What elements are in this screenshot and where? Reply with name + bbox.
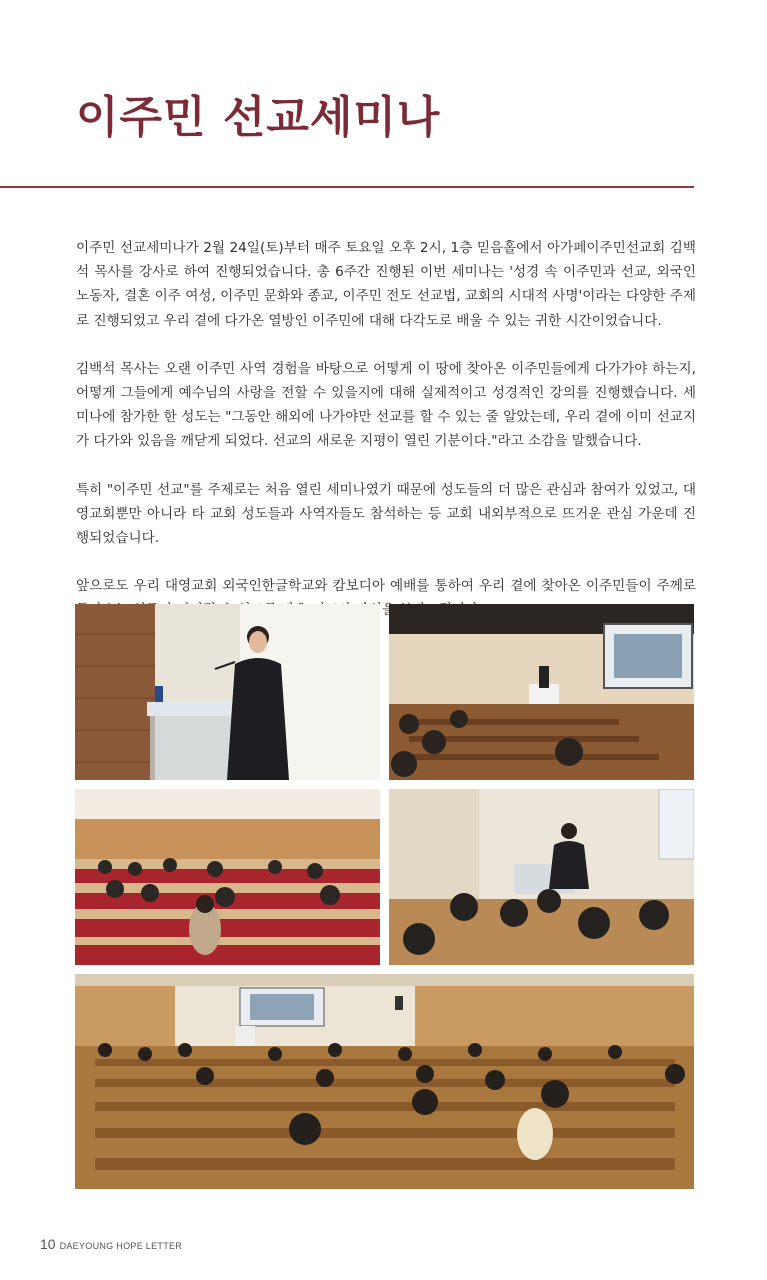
photo-speaker-lectern (75, 604, 380, 780)
photo-hall-wide (75, 974, 694, 1189)
title-divider (0, 186, 694, 188)
paragraph-1: 이주민 선교세미나가 2월 24일(토)부터 매주 토요일 오후 2시, 1층 믿음홀에서 아가페이주민선교회 김백석 목사를 강사로 하여 진행되었습니다. 총 6주간 진행된 이번 세미나는 '성경 속 이주민과 선교, 외국인 노동자, 결혼 이주 여성, 이주민 문화와 종교, 이주민 전도 선교법, 교회의 시대적 사명'이라는 다양한 주제로 진행되었고 우리 곁에 다가온 열방인 이주민에 대해 다각도로 배울 수 있는 귀한 시간이었습니다. (76, 240, 696, 329)
photo-speaker-audience (389, 789, 694, 965)
photo-sanctuary-screen (389, 604, 694, 780)
paragraph-2: 김백석 목사는 오랜 이주민 사역 경험을 바탕으로 어떻게 이 땅에 찾아온 이주민들에게 다가가야 하는지, 어떻게 그들에게 예수님의 사랑을 전할 수 있을지에 대해 실제적이고 성경적인 강의를 진행했습니다. 세미나에 참가한 한 성도는 "그동안 해외에 나가야만 선교를 할 수 있는 줄 알았는데, 우리 곁에 이미 선교지가 다가와 있음을 깨닫게 되었다. 선교의 새로운 지평이 열린 기분이다."라고 소감을 말했습니다. (76, 360, 696, 450)
article-body (76, 236, 696, 647)
publication-name: DAEYOUNG HOPE LETTER (59, 1241, 183, 1251)
paragraph-3: 특히 "이주민 선교"를 주제로는 처음 열린 세미나였기 때문에 성도들의 더 많은 관심과 참여가 있었고, 대영교회뿐만 아니라 타 교회 성도들과 사역자들도 참석하는 등 교회 내외부적으로 뜨거운 관심 가운데 진행되었습니다. (76, 481, 696, 547)
page-footer (40, 1236, 182, 1252)
photo-audience-red-pews (75, 789, 380, 965)
page-number: 10 (40, 1236, 56, 1252)
paragraph-4: 앞으로도 우리 대영교회 외국인한글학교와 캄보디아 예배를 통하여 우리 곁에 찾아온 이주민들이 주께로 (76, 578, 696, 595)
page-title: 이주민 선교세미나 (76, 92, 441, 143)
